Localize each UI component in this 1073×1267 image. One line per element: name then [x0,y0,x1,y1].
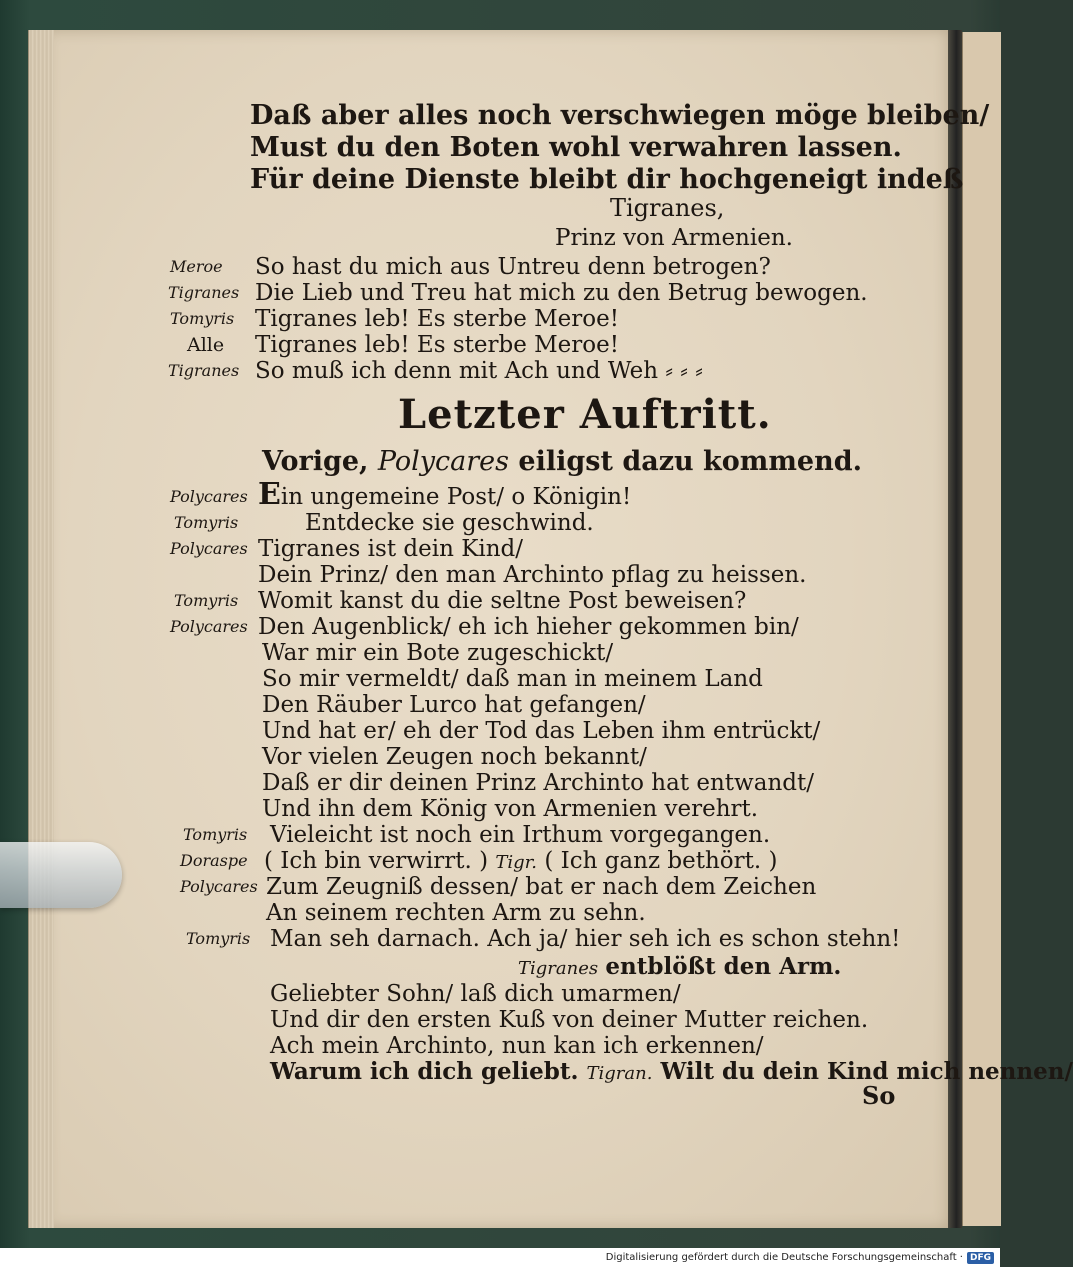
header-line-2: Must du den Boten wohl verwahren lassen. [250,132,902,163]
dialogue-line: Die Lieb und Treu hat mich zu den Betrug bewogen. [255,280,868,306]
subtitle-pre: Vorige, [262,446,369,477]
stage-direction [518,953,841,983]
dialogue-line: Vieleicht ist noch ein Irthum vorgegangen. [270,822,771,848]
dialogue-line-dropcap [258,477,632,512]
stage-direction-name: Tigranes [518,958,599,979]
speaker-label: Tomyris [183,825,248,844]
dialogue-line: Zum Zeugniß dessen/ bat er nach dem Zeichen [266,874,817,900]
speaker-label: Tomyris [170,309,235,328]
dialogue-line: An seinem rechten Arm zu sehn. [266,900,646,926]
dropcap: E [258,477,281,512]
dialogue-line: Den Räuber Lurco hat gefangen/ [262,692,646,718]
doraspe-aside: ( Ich bin verwirrt. ) [264,848,489,874]
dialogue-text: in ungemeine Post/ o Königin! [280,484,632,510]
speaker-label: Tomyris [174,591,239,610]
dialogue-line: Tigranes leb! Es sterbe Meroe! [255,332,619,358]
header-line-1: Daß aber alles noch verschwiegen möge bleiben/ [250,100,990,131]
header-line-3: Für deine Dienste bleibt dir hochgeneigt indeß [250,164,964,195]
dialogue-line: So mir vermeldt/ daß man in meinem Land [262,666,763,692]
dialogue-line: Dein Prinz/ den man Archinto pflag zu heissen. [258,562,807,588]
signature-name: Tigranes, [610,194,725,222]
dialogue-line: Man seh darnach. Ach ja/ hier seh ich es schon stehn! [270,926,901,952]
signature-title: Prinz von Armenien. [555,225,793,251]
speaker-label: Alle [187,334,225,356]
tigran-label: Tigran. [586,1063,653,1084]
dialogue-line: Tigranes leb! Es sterbe Meroe! [255,306,619,332]
speaker-label: Polycares [170,617,248,636]
speaker-label: Doraspe [180,851,248,870]
dialogue-line: Den Augenblick/ eh ich hieher gekommen bin/ [258,614,799,640]
scene-subtitle [262,446,862,478]
next-page-edge [962,32,1001,1226]
dialogue-line: Daß er dir deinen Prinz Archinto hat entwandt/ [262,770,814,796]
speaker-label: Polycares [170,487,248,506]
dialogue-line: Tigranes ist dein Kind/ [258,536,524,562]
dialogue-line: So muß ich denn mit Ach und Weh ⸗ ⸗ ⸗ [255,358,703,384]
subtitle-post: eiligst dazu kommend. [518,446,862,477]
subtitle-name: Polycares [377,446,510,477]
speaker-label: Tigranes [168,361,240,380]
catchword: So [862,1081,896,1110]
speaker-label: Tigranes [168,283,240,302]
book-gutter [948,30,962,1228]
closing-line: Und dir den ersten Kuß von deiner Mutter reichen. [270,1007,869,1033]
dialogue-line: Vor vielen Zeugen noch bekannt/ [262,744,647,770]
dialogue-line: Entdecke sie geschwind. [305,510,594,536]
dialogue-line: Und ihn dem König von Armenien verehrt. [262,796,759,822]
last-line [270,1058,1073,1088]
speaker-label: Polycares [180,877,258,896]
dfg-logo: DFG [967,1252,994,1264]
dialogue-line: So hast du mich aus Untreu denn betrogen? [255,254,771,280]
closing-line: Geliebter Sohn/ laß dich umarmen/ [270,981,681,1007]
speaker-label: Polycares [170,539,248,558]
tigranes-aside: ( Ich ganz bethört. ) [544,848,778,874]
scene-title: Letzter Auftritt. [398,391,772,438]
footer-text: Digitalisierung gefördert durch die Deutsche Forschungsgemeinschaft · [605,1252,963,1263]
speaker-label: Meroe [170,257,223,276]
stage-direction-text: entblößt den Arm. [605,953,842,980]
dialogue-line: Und hat er/ eh der Tod das Leben ihm entrückt/ [262,718,821,744]
dialogue-line: War mir ein Bote zugeschickt/ [262,640,614,666]
dialogue-line: Womit kanst du die seltne Post beweisen? [258,588,747,614]
page-clip [0,842,122,908]
last-line-post: Wilt du dein Kind mich nennen/ [660,1058,1073,1085]
speaker-label: Tomyris [186,929,251,948]
last-line-pre: Warum ich dich geliebt. [270,1058,579,1085]
speaker-label: Tomyris [174,513,239,532]
closing-line: Ach mein Archinto, nun kan ich erkennen/ [270,1033,764,1059]
tigr-label: Tigr. [495,852,538,873]
footer-bar [0,1248,1000,1267]
